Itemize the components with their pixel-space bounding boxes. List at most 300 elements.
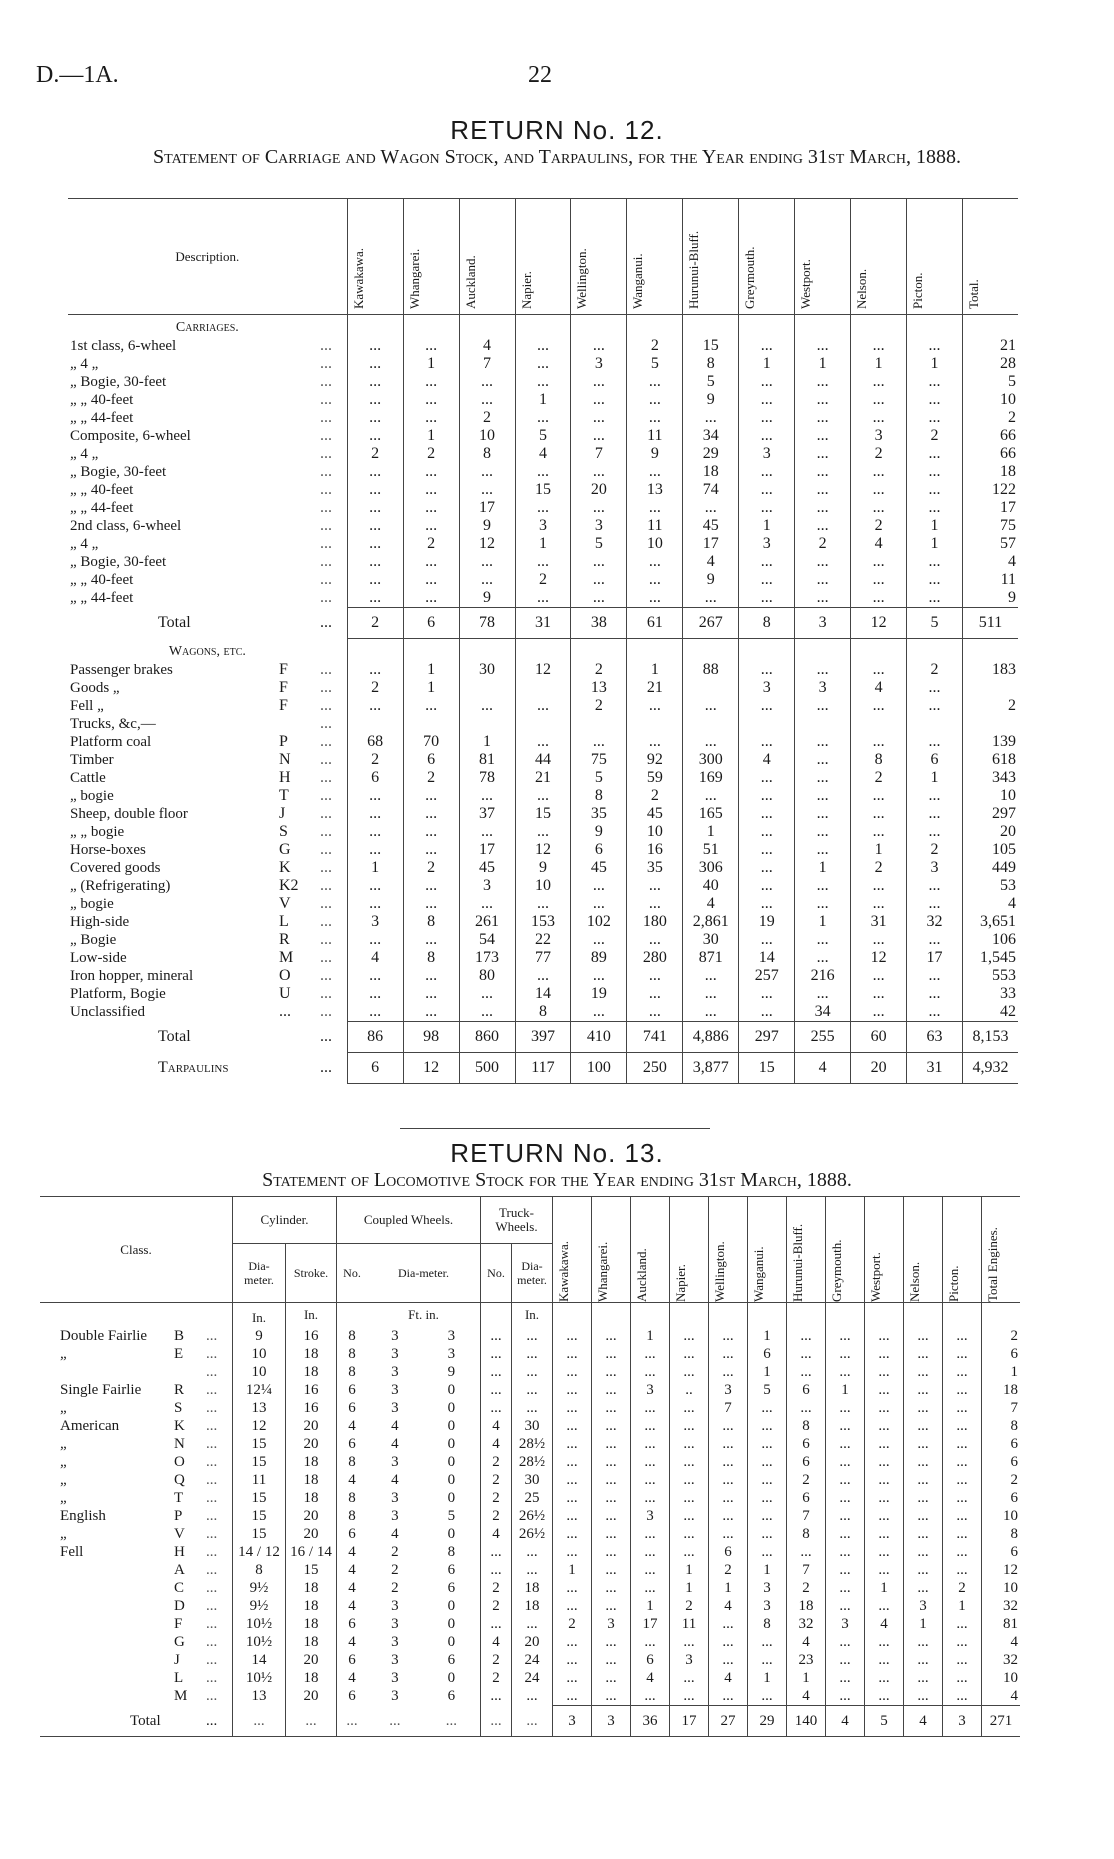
cell-whangarei: ... bbox=[403, 895, 459, 913]
cell-wellington: 2 bbox=[571, 661, 627, 679]
cell-picton: ... bbox=[943, 1471, 982, 1489]
blank-cell bbox=[943, 1303, 982, 1328]
cell-napier: 153 bbox=[515, 913, 571, 931]
cell-nelson: ... bbox=[904, 1471, 943, 1489]
cell-napier: ... bbox=[515, 355, 571, 373]
row-code bbox=[277, 355, 318, 373]
cell-nelson: ... bbox=[851, 661, 907, 679]
row-code bbox=[277, 337, 318, 355]
total-cell: 4,886 bbox=[683, 1021, 739, 1052]
engine-type: Single Fairlie bbox=[60, 1382, 142, 1398]
cell-total: 2 bbox=[963, 697, 1019, 715]
cell-total: 4 bbox=[963, 553, 1019, 571]
cell-whangarei: ... bbox=[592, 1525, 631, 1543]
locomotive-row bbox=[40, 1687, 1020, 1706]
row-leader: ... bbox=[319, 858, 332, 876]
total-cell: 255 bbox=[795, 1021, 851, 1052]
column-header-label: Westport. bbox=[868, 1252, 883, 1302]
total-cell: 60 bbox=[851, 1021, 907, 1052]
cell-wanganui: 10 bbox=[627, 823, 683, 841]
cell-napier: ... bbox=[515, 337, 571, 355]
cell-wanganui: 45 bbox=[627, 805, 683, 823]
cell-total-engines: 2 bbox=[982, 1327, 1021, 1345]
cell-wellington: ... bbox=[571, 427, 627, 445]
cell-wellington: ... bbox=[709, 1345, 748, 1363]
cell-greymouth: ... bbox=[739, 373, 795, 391]
coupled-inches: 0 bbox=[447, 1400, 456, 1416]
cell-auckland: 6 bbox=[631, 1651, 670, 1669]
cell-napier: ... bbox=[670, 1345, 709, 1363]
cell-westport: ... bbox=[865, 1453, 904, 1471]
cell-picton: ... bbox=[943, 1453, 982, 1471]
cell-picton: ... bbox=[907, 967, 963, 985]
cell-picton: 3 bbox=[907, 859, 963, 877]
cell-total-engines: 6 bbox=[982, 1435, 1021, 1453]
coupled-inches: 0 bbox=[447, 1670, 456, 1686]
cell-westport: ... bbox=[795, 661, 851, 679]
cell-nelson: ... bbox=[904, 1507, 943, 1525]
cell-hurunui-bluff: 4 bbox=[787, 1633, 826, 1651]
cell-total: 21 bbox=[963, 337, 1019, 355]
column-header bbox=[515, 199, 571, 315]
cell-westport: ... bbox=[795, 949, 851, 967]
cell-hurunui-bluff: ... bbox=[683, 1003, 739, 1022]
blank-cell bbox=[347, 639, 403, 661]
cell-total-engines: 6 bbox=[982, 1489, 1021, 1507]
cell-westport: 1 bbox=[865, 1579, 904, 1597]
cell-wanganui: 8 bbox=[748, 1615, 787, 1633]
blank-cell bbox=[627, 639, 683, 661]
truck-no: ... bbox=[481, 1363, 512, 1381]
cell-whangarei: ... bbox=[403, 499, 459, 517]
cell-wanganui: 2 bbox=[627, 787, 683, 805]
cell-greymouth: ... bbox=[739, 409, 795, 427]
row-leader: ... bbox=[206, 1526, 218, 1542]
cell-napier: 9 bbox=[515, 859, 571, 877]
cell-wellington: 35 bbox=[571, 805, 627, 823]
row-description: 2nd class, 6-wheel bbox=[70, 518, 182, 534]
row-leader: ... bbox=[319, 535, 332, 552]
total-cell: 8 bbox=[739, 608, 795, 639]
blank-cell: ... bbox=[481, 1706, 512, 1737]
wagon-row bbox=[68, 913, 1018, 931]
cell-total-engines: 8 bbox=[982, 1417, 1021, 1435]
row-leader: ... bbox=[206, 1328, 218, 1344]
row-description: Fell „ bbox=[70, 697, 104, 714]
coupled-inches: 0 bbox=[447, 1418, 456, 1434]
cell-wanganui: ... bbox=[748, 1471, 787, 1489]
cell-greymouth: ... bbox=[739, 1003, 795, 1022]
cell-whangarei: ... bbox=[592, 1399, 631, 1417]
cell-wanganui: ... bbox=[748, 1489, 787, 1507]
total-label: Total bbox=[130, 1712, 161, 1729]
carriage-row bbox=[68, 517, 1018, 535]
row-leader: ... bbox=[206, 1670, 218, 1686]
engine-type: Fell bbox=[60, 1544, 84, 1560]
cell-auckland: 3 bbox=[631, 1381, 670, 1399]
cell-whangarei: ... bbox=[592, 1345, 631, 1363]
cell-auckland: ... bbox=[459, 1003, 515, 1022]
cell-whangarei: ... bbox=[403, 481, 459, 499]
coupled-inches: 0 bbox=[447, 1634, 456, 1650]
cell-whangarei: 6 bbox=[403, 751, 459, 769]
cell-kawakawa: ... bbox=[347, 409, 403, 427]
cell-greymouth: ... bbox=[739, 571, 795, 589]
column-header bbox=[982, 1197, 1021, 1303]
engine-type: „ bbox=[60, 1526, 67, 1542]
row-code: F bbox=[279, 696, 288, 714]
cell-kawakawa: ... bbox=[553, 1435, 592, 1453]
cell-wanganui: 1 bbox=[627, 661, 683, 679]
cell-wanganui: ... bbox=[627, 877, 683, 895]
cell-whangarei: ... bbox=[403, 967, 459, 985]
truck-diameter: 30 bbox=[512, 1471, 553, 1489]
blank-cell bbox=[907, 639, 963, 661]
cell-greymouth: ... bbox=[826, 1687, 865, 1706]
cell-auckland: 4 bbox=[459, 337, 515, 355]
cell-wellington: 2 bbox=[571, 697, 627, 715]
coupled-feet: 3 bbox=[391, 1400, 399, 1416]
row-leader: ... bbox=[319, 391, 332, 408]
cell-hurunui-bluff: 8 bbox=[787, 1525, 826, 1543]
unit-label: In. bbox=[512, 1303, 553, 1328]
cell-total: 1,545 bbox=[963, 949, 1019, 967]
cell-napier: 44 bbox=[515, 751, 571, 769]
cell-total-engines: 6 bbox=[982, 1345, 1021, 1363]
row-description: Cattle bbox=[70, 769, 106, 786]
cylinder-header: Cylinder. bbox=[233, 1197, 337, 1244]
column-header: Description. bbox=[175, 248, 240, 264]
cell-napier: ... bbox=[515, 787, 571, 805]
coupled-inches: 8 bbox=[447, 1544, 456, 1560]
row-description: Passenger brakes bbox=[70, 661, 173, 678]
total-cell: 98 bbox=[403, 1021, 459, 1052]
cell-whangarei: ... bbox=[592, 1579, 631, 1597]
cell-whangarei: 1 bbox=[403, 427, 459, 445]
cell-wanganui: ... bbox=[627, 373, 683, 391]
truck-diameter: ... bbox=[512, 1615, 553, 1633]
cell-greymouth: ... bbox=[826, 1525, 865, 1543]
cell-wanganui: ... bbox=[627, 733, 683, 751]
cell-nelson: 2 bbox=[851, 769, 907, 787]
cell-wanganui: 9 bbox=[627, 445, 683, 463]
row-code: K bbox=[279, 858, 291, 876]
cell-total-engines: 12 bbox=[982, 1561, 1021, 1579]
row-code: U bbox=[279, 984, 291, 1002]
cell-whangarei: 3 bbox=[592, 1615, 631, 1633]
row-leader: ... bbox=[319, 517, 332, 534]
row-leader: ... bbox=[206, 1562, 218, 1578]
cell-wanganui: ... bbox=[748, 1525, 787, 1543]
engine-class: Q bbox=[174, 1472, 185, 1488]
coupled-no: 4 bbox=[337, 1633, 368, 1651]
cell-total-engines: 7 bbox=[982, 1399, 1021, 1417]
cell-napier: ... bbox=[670, 1435, 709, 1453]
cell-picton: 1 bbox=[907, 355, 963, 373]
total-cell: 20 bbox=[851, 1052, 907, 1083]
cell-napier: ... bbox=[670, 1327, 709, 1345]
row-leader: ... bbox=[206, 1616, 218, 1632]
row-leader: ... bbox=[206, 1508, 218, 1524]
cell-whangarei: ... bbox=[592, 1489, 631, 1507]
row-leader: ... bbox=[206, 1364, 218, 1380]
cell-kawakawa: ... bbox=[553, 1381, 592, 1399]
total-cell: 3 bbox=[592, 1706, 631, 1737]
column-header-label: Nelson. bbox=[854, 268, 870, 309]
cell-kawakawa: 68 bbox=[347, 733, 403, 751]
column-header-label: Picton. bbox=[946, 1265, 961, 1302]
cell-picton: 32 bbox=[907, 913, 963, 931]
cell-nelson: ... bbox=[851, 895, 907, 913]
truck-header: Truck-Wheels. bbox=[481, 1197, 553, 1244]
cylinder-stroke: 18 bbox=[286, 1471, 337, 1489]
cell-nelson: ... bbox=[851, 931, 907, 949]
cell-nelson: ... bbox=[904, 1669, 943, 1687]
coupled-no: 8 bbox=[337, 1327, 368, 1345]
truck-no: 2 bbox=[481, 1471, 512, 1489]
coupled-feet: 3 bbox=[391, 1346, 399, 1362]
total-cell: 3 bbox=[553, 1706, 592, 1737]
row-code bbox=[277, 391, 318, 409]
carriage-row bbox=[68, 535, 1018, 553]
blank-cell bbox=[571, 315, 627, 338]
blank-cell bbox=[826, 1303, 865, 1328]
cell-napier: 2 bbox=[515, 571, 571, 589]
row-leader: ... bbox=[319, 499, 332, 516]
row-code: ... bbox=[279, 1002, 291, 1020]
cell-westport: 3 bbox=[795, 679, 851, 697]
row-description: Platform coal bbox=[70, 733, 152, 750]
cell-hurunui-bluff: 23 bbox=[787, 1651, 826, 1669]
total-cell: 27 bbox=[709, 1706, 748, 1737]
cell-wellington: 75 bbox=[571, 751, 627, 769]
cell-napier: ... bbox=[670, 1525, 709, 1543]
cell-picton: ... bbox=[907, 589, 963, 608]
cylinder-diameter: 15 bbox=[233, 1435, 286, 1453]
cell-picton: ... bbox=[907, 409, 963, 427]
truck-no: 2 bbox=[481, 1507, 512, 1525]
column-header bbox=[683, 199, 739, 315]
cell-nelson: 8 bbox=[851, 751, 907, 769]
locomotive-row bbox=[40, 1507, 1020, 1525]
cell-wellington: ... bbox=[571, 589, 627, 608]
row-leader: ... bbox=[319, 894, 332, 912]
carriage-row bbox=[68, 481, 1018, 499]
wagon-row bbox=[68, 1003, 1018, 1022]
truck-diameter: 26½ bbox=[512, 1525, 553, 1543]
row-description: Composite, 6-wheel bbox=[70, 428, 191, 444]
engine-class: R bbox=[174, 1382, 185, 1398]
cell-hurunui-bluff: ... bbox=[787, 1543, 826, 1561]
engine-class: B bbox=[174, 1328, 185, 1344]
cell-wellington: ... bbox=[571, 409, 627, 427]
cylinder-subheader: Dia-meter. bbox=[233, 1244, 286, 1303]
cell-auckland: ... bbox=[459, 463, 515, 481]
cell-wanganui: ... bbox=[627, 1003, 683, 1022]
blank-cell bbox=[683, 639, 739, 661]
cell-picton: ... bbox=[943, 1633, 982, 1651]
truck-dia-header: Dia-meter. bbox=[512, 1244, 553, 1303]
row-leader: ... bbox=[319, 614, 332, 631]
cell-picton: ... bbox=[907, 337, 963, 355]
cell-whangarei: ... bbox=[403, 409, 459, 427]
cell-greymouth: ... bbox=[739, 661, 795, 679]
total-cell: 741 bbox=[627, 1021, 683, 1052]
row-leader: ... bbox=[206, 1346, 218, 1362]
engine-class: K bbox=[174, 1418, 185, 1434]
cell-whangarei: 1 bbox=[403, 661, 459, 679]
cell-hurunui-bluff: ... bbox=[683, 967, 739, 985]
cell-greymouth: ... bbox=[739, 877, 795, 895]
cell-total: 10 bbox=[963, 391, 1019, 409]
cell-napier: ... bbox=[515, 967, 571, 985]
total-cell: 500 bbox=[459, 1052, 515, 1083]
cell-greymouth: 1 bbox=[739, 517, 795, 535]
cell-whangarei: ... bbox=[592, 1561, 631, 1579]
column-header-label: Whangarei. bbox=[595, 1241, 610, 1302]
cell-total: 17 bbox=[963, 499, 1019, 517]
cell-auckland: 37 bbox=[459, 805, 515, 823]
total-cell: 4 bbox=[795, 1052, 851, 1083]
cell-kawakawa: ... bbox=[553, 1327, 592, 1345]
column-header-label: Hurunui-Bluff. bbox=[686, 230, 702, 309]
column-header-label: Total. bbox=[966, 279, 981, 309]
row-leader: ... bbox=[319, 732, 332, 750]
cell-napier: ... bbox=[515, 553, 571, 571]
cell-westport: ... bbox=[865, 1363, 904, 1381]
cell-napier: 12 bbox=[515, 661, 571, 679]
cell-nelson: 2 bbox=[851, 445, 907, 463]
cell-nelson: ... bbox=[851, 499, 907, 517]
cell-wellington: 45 bbox=[571, 859, 627, 877]
column-header bbox=[670, 1197, 709, 1303]
cell-westport: 2 bbox=[795, 535, 851, 553]
cell-wellington: ... bbox=[709, 1471, 748, 1489]
cell-hurunui-bluff: 45 bbox=[683, 517, 739, 535]
cell-total: 553 bbox=[963, 967, 1019, 985]
cell-wellington: ... bbox=[571, 463, 627, 481]
cell-total: 53 bbox=[963, 877, 1019, 895]
cell-wellington: 2 bbox=[709, 1561, 748, 1579]
cell-napier: ... bbox=[515, 697, 571, 715]
cell-whangarei: ... bbox=[592, 1417, 631, 1435]
cell-kawakawa: ... bbox=[553, 1525, 592, 1543]
cell-nelson: ... bbox=[851, 823, 907, 841]
cell-wanganui: ... bbox=[748, 1633, 787, 1651]
coupled-no: 8 bbox=[337, 1507, 368, 1525]
cell-auckland: ... bbox=[459, 985, 515, 1003]
cell-napier: 14 bbox=[515, 985, 571, 1003]
cell-napier: 1 bbox=[515, 391, 571, 409]
cell-picton: 2 bbox=[907, 427, 963, 445]
wagon-row bbox=[68, 823, 1018, 841]
cell-hurunui-bluff: ... bbox=[683, 733, 739, 751]
cell-nelson: 3 bbox=[904, 1597, 943, 1615]
cylinder-stroke: 18 bbox=[286, 1669, 337, 1687]
cell-nelson: ... bbox=[851, 553, 907, 571]
cell-westport: ... bbox=[795, 805, 851, 823]
cell-napier bbox=[515, 715, 571, 733]
total-cell: 4 bbox=[904, 1706, 943, 1737]
cell-auckland: 261 bbox=[459, 913, 515, 931]
total-cell: 4 bbox=[826, 1706, 865, 1737]
coupled-feet: 4 bbox=[391, 1436, 399, 1452]
cell-napier: 15 bbox=[515, 805, 571, 823]
blank-cell bbox=[403, 639, 459, 661]
blank-cell bbox=[459, 315, 515, 338]
cell-westport: ... bbox=[795, 409, 851, 427]
row-leader: ... bbox=[206, 1490, 218, 1506]
cell-kawakawa: ... bbox=[347, 481, 403, 499]
cell-auckland: ... bbox=[459, 481, 515, 499]
cell-wellington: ... bbox=[571, 877, 627, 895]
blank-cell bbox=[851, 639, 907, 661]
total-cell: 511 bbox=[963, 608, 1019, 639]
total-cell: 6 bbox=[403, 608, 459, 639]
blank-cell: ... bbox=[337, 1706, 368, 1737]
engine-class: F bbox=[174, 1616, 183, 1632]
cell-napier: ... bbox=[670, 1633, 709, 1651]
cell-nelson: ... bbox=[851, 1003, 907, 1022]
cell-whangarei: ... bbox=[403, 1003, 459, 1022]
cell-wanganui: 1 bbox=[748, 1561, 787, 1579]
cell-kawakawa: ... bbox=[347, 967, 403, 985]
cell-nelson: ... bbox=[904, 1651, 943, 1669]
cell-kawakawa: ... bbox=[553, 1651, 592, 1669]
row-description: „ „ 40-feet bbox=[70, 482, 134, 498]
cell-kawakawa: ... bbox=[553, 1669, 592, 1687]
cell-kawakawa: ... bbox=[347, 895, 403, 913]
cell-hurunui-bluff: 74 bbox=[683, 481, 739, 499]
cell-wellington: 89 bbox=[571, 949, 627, 967]
coupled-feet: 3 bbox=[391, 1634, 399, 1650]
cell-wellington: 6 bbox=[571, 841, 627, 859]
cell-hurunui-bluff: 51 bbox=[683, 841, 739, 859]
truck-no-header: No. bbox=[481, 1244, 512, 1303]
cylinder-diameter: 14 bbox=[233, 1651, 286, 1669]
cell-westport: ... bbox=[795, 931, 851, 949]
cell-hurunui-bluff: 32 bbox=[787, 1615, 826, 1633]
cell-wanganui: 13 bbox=[627, 481, 683, 499]
column-header bbox=[459, 199, 515, 315]
cell-kawakawa: ... bbox=[553, 1597, 592, 1615]
coupled-no: 8 bbox=[337, 1363, 368, 1381]
blank-cell bbox=[907, 315, 963, 338]
cell-greymouth: ... bbox=[826, 1327, 865, 1345]
cylinder-stroke: 20 bbox=[286, 1687, 337, 1706]
cell-hurunui-bluff: 6 bbox=[787, 1381, 826, 1399]
coupled-feet: 2 bbox=[391, 1544, 399, 1560]
cell-wanganui: 10 bbox=[627, 535, 683, 553]
carriage-row bbox=[68, 391, 1018, 409]
cell-nelson: 2 bbox=[851, 859, 907, 877]
blank-cell bbox=[748, 1303, 787, 1328]
coupled-inches: 0 bbox=[447, 1616, 456, 1632]
carriages-heading bbox=[68, 315, 1018, 338]
cell-wanganui: 35 bbox=[627, 859, 683, 877]
cell-greymouth: 3 bbox=[739, 445, 795, 463]
coupled-no: 4 bbox=[337, 1579, 368, 1597]
cell-greymouth: ... bbox=[739, 481, 795, 499]
cell-wanganui: 3 bbox=[748, 1579, 787, 1597]
cell-westport bbox=[795, 715, 851, 733]
cell-napier: ... bbox=[515, 463, 571, 481]
coupled-no: 6 bbox=[337, 1525, 368, 1543]
cell-greymouth: ... bbox=[826, 1579, 865, 1597]
blank-cell bbox=[553, 1303, 592, 1328]
cylinder-diameter: 14 / 12 bbox=[233, 1543, 286, 1561]
cell-picton: ... bbox=[943, 1417, 982, 1435]
